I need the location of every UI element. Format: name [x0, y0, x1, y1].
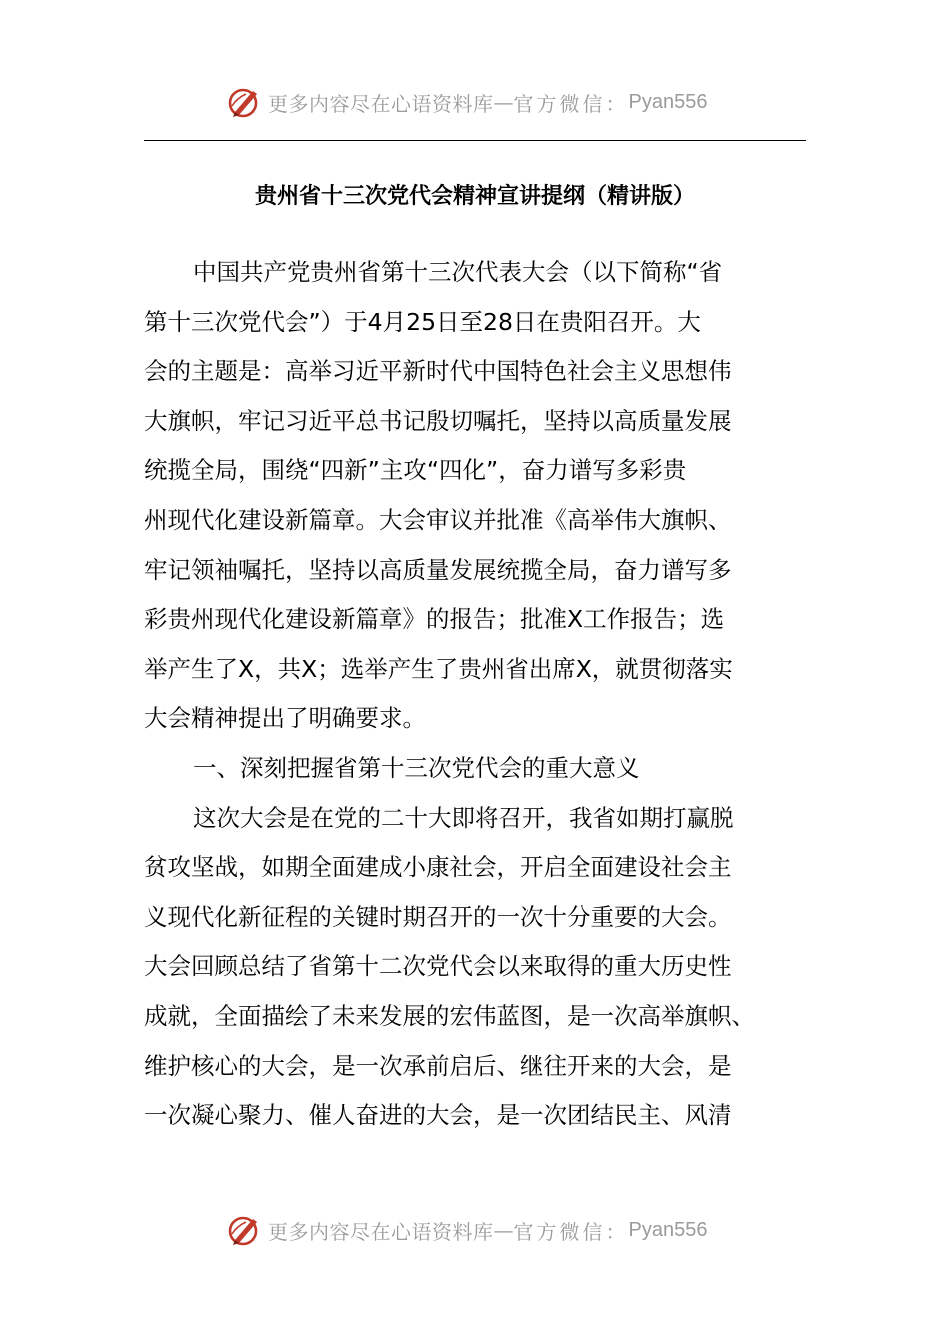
footer-watermark — [226, 1210, 707, 1250]
paragraph-line: 大会回顾总结了省第十二次党代会以来取得的重大历史性 — [144, 952, 732, 981]
paragraph-line: 贫攻坚战，如期全面建成小康社会，开启全面建设社会主 — [144, 853, 732, 882]
wechat-id: Pyan556 — [628, 90, 708, 113]
paragraph-line: 第十三次党代会”）于4月25日至28日在贵阳召开。大 — [144, 307, 701, 336]
brand-text: 更多内容尽在心语资料库 — [268, 1219, 494, 1244]
pen-logo-icon — [226, 1212, 262, 1248]
wechat-id: Pyan556 — [628, 1218, 708, 1241]
paragraph-line: 统揽全局，围绕“四新”主攻“四化”，奋力谱写多彩贵 — [144, 456, 687, 485]
pen-logo-icon — [226, 84, 262, 120]
paragraph-line: 举产生了X，共X；选举产生了贵州省出席X，就贯彻落实 — [144, 654, 733, 683]
wechat-label: 官方微信： — [513, 91, 629, 116]
header-watermark — [226, 82, 707, 122]
paragraph-line: 大会精神提出了明确要求。 — [144, 704, 426, 733]
paragraph-line: 这次大会是在党的二十大即将召开，我省如期打赢脱 — [193, 803, 734, 832]
document-body — [144, 248, 806, 1141]
paragraph-line: 会的主题是：高举习近平新时代中国特色社会主义思想伟 — [144, 357, 732, 386]
paragraph-line: 成就，全面描绘了未来发展的宏伟蓝图，是一次高举旗帜、 — [144, 1001, 755, 1030]
paragraph-line: 州现代化建设新篇章。大会审议并批准《高举伟大旗帜、 — [144, 505, 732, 534]
paragraph-line: 彩贵州现代化建设新篇章》的报告；批准X工作报告；选 — [144, 605, 725, 634]
document-title: 贵州省十三次党代会精神宣讲提纲（精讲版） — [254, 184, 695, 209]
section-heading: 一、深刻把握省第十三次党代会的重大意义 — [193, 753, 640, 782]
paragraph-line: 中国共产党贵州省第十三次代表大会（以下简称“省 — [193, 258, 723, 286]
paragraph-line: 大旗帜，牢记习近平总书记殷切嘱托，坚持以高质量发展 — [144, 406, 732, 435]
brand-separator: — — [493, 1218, 514, 1242]
paragraph-line: 维护核心的大会，是一次承前启后、继往开来的大会，是 — [144, 1051, 732, 1080]
header-divider — [144, 140, 806, 141]
brand-text: 更多内容尽在心语资料库 — [268, 91, 494, 116]
paragraph-line: 牢记领袖嘱托，坚持以高质量发展统揽全局，奋力谱写多 — [144, 555, 732, 584]
wechat-label: 官方微信： — [513, 1219, 629, 1244]
paragraph-line: 一次凝心聚力、催人奋进的大会，是一次团结民主、风清 — [144, 1101, 732, 1130]
paragraph-line: 义现代化新征程的关键时期召开的一次十分重要的大会。 — [144, 902, 732, 931]
brand-separator: — — [493, 90, 514, 114]
